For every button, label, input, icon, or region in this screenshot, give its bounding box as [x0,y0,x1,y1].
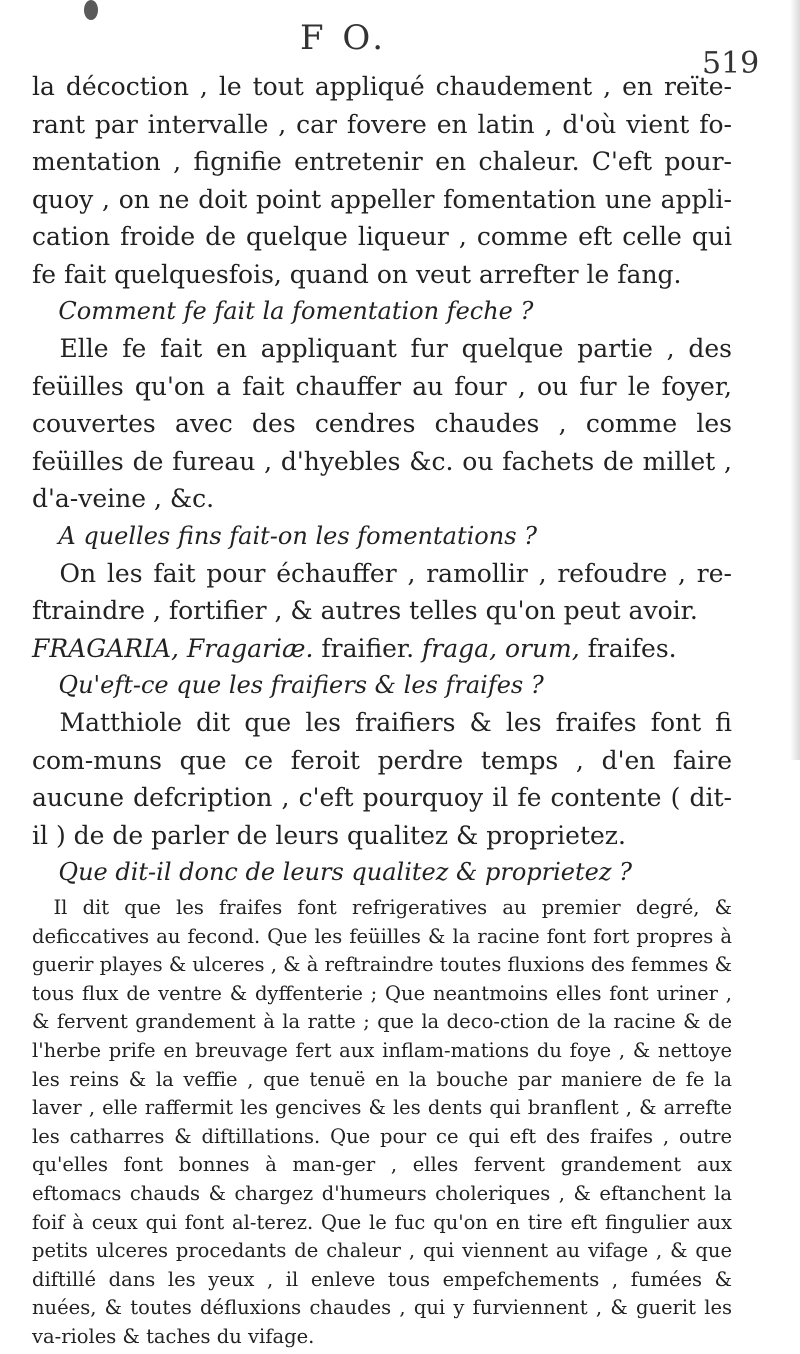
question-fomentation-seche: Comment fe fait la fomentation feche ? [58,297,534,325]
page-number: 519 [702,46,760,81]
fragaria-latin-name: FRAGARIA, Fragariæ. [32,633,314,663]
paragraph-fomentation-seche: Elle fe fait en appliquant fur quelque partie , des feüilles qu'on a fait chauffer au four , ou fur le foyer, couvertes avec des cendres chaudes , comme les feüilles de fureau , d'hyebles &c. ou fachets de millet , d'a-veine , &c. [32,334,732,513]
question-fraisiers: Qu'eft-ce que les fraifiers & les fraifes ? [58,671,544,699]
question-fins-fomentations: A quelles fins fait-on les fomentations ? [58,521,538,550]
question-qualitez: Que dit-il donc de leurs qualitez & proprietez ? [58,858,632,886]
running-head: F O. [300,18,388,58]
fraga-latin-name: fraga, orum, [422,633,580,663]
entry-heading-fragaria [32,630,732,668]
page-text [32,68,732,1352]
paragraph-fins-fomentations: On les fait pour échauffer , ramollir , refoudre , re-ftraindre , fortifier , & autres telles qu'on peut avoir. [32,558,732,625]
ink-stain-mark [84,0,98,20]
fraises-french-name: fraifes. [587,633,677,663]
fragaria-french-name: fraifier. [321,633,415,663]
paragraph-matthiole: Matthiole dit que les fraifiers & les fraifes font fi com-muns que ce feroit perdre temps , d'en faire aucune defcription , c'eft pourquoy il fe contente ( dit-il ) de de parler de leurs qualitez & proprietez. [32,708,732,850]
paragraph-qualitez-proprietez: Il dit que les fraifes font refrigeratives au premier degré, & deficcatives au fecond. Que les feüilles & la racine font fort propres à guerir playes & ulceres , & à reftraindre toutes fluxions des femmes & tous flux de ventre & dyffenterie ; Que neantmoins elles font uriner , & fervent grandement à la ratte ; que la deco-ction de la racine & de l'herbe prife en breuvage fert aux inflam-mations du foye , & nettoye les reins & la veffie , que tenuë en la bouche par maniere de fe la laver , elle raffermit les gencives & les dents qui branflent , & arrefte les catharres & diftillations. Que pour ce qui eft des fraifes , outre qu'elles font bonnes à man-ger , elles fervent grandement aux eftomacs chauds & chargez d'humeurs choleriques , & eftanchent la foif à ceux qui font al-terez. Que le fuc qu'on en tire eft fingulier aux petits ulceres procedants de chaleur , qui viennent au vifage , & que diftillé dans les yeux , il enleve tous empefchements , fumées & nuées, & toutes défluxions chaudes , qui y furviennent , & guerit les va-rioles & taches du vifage. [32,896,732,1348]
page-edge-shadow [790,0,800,760]
paragraph-fomentation-definition: la décoction , le tout appliqué chaudement , en reïte-rant par intervalle , car fovere en latin , d'où vient fo-mentation , fignifie entretenir en chaleur. C'eft pour-quoy , on ne doit point appeller fomentation une appli-cation froide de quelque liqueur , comme eft celle qui fe fait quelquesfois, quand on veut arrefter le fang. [32,72,732,289]
